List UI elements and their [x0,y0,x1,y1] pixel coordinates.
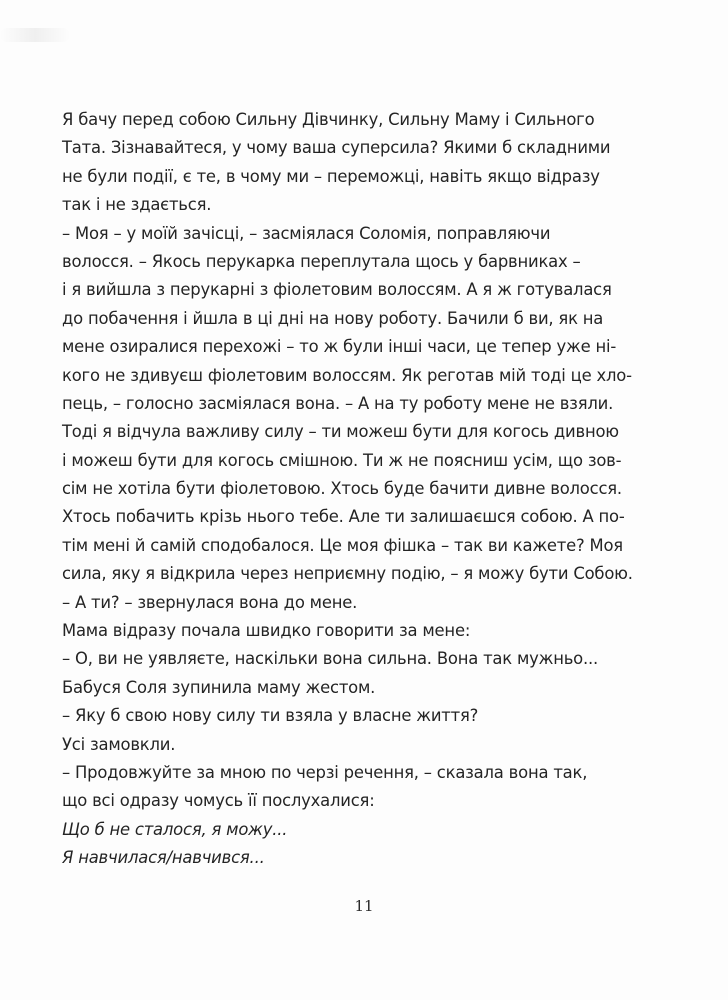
text-line: сім не хотіла бути фіолетовою. Хтось буде бачити дивне волосся. [62,479,622,499]
text-line: і я вийшла з перукарні з фіолетовим волоссям. А я ж готувалася [62,280,612,300]
page-smudge [0,28,70,42]
page-number: 11 [354,897,374,915]
text-line: Усі замовкли. [62,734,176,754]
text-line: – Продовжуйте за мною по черзі речення, – сказала вона так, [62,762,588,782]
text-line: – О, ви не уявляєте, наскільки вона сильна. Вона так мужньо... [62,649,599,669]
text-line: і можеш бути для когось смішною. Ти ж не поясниш усім, що зов- [62,450,622,470]
text-line: до побачення і йшла в ці дні на нову роботу. Бачили б ви, як на [62,308,604,328]
text-line: – Моя – у моїй зачісці, – засміялася Соломія, поправляючи [62,223,551,243]
body-text [62,106,672,873]
text-line: Тоді я відчула важливу силу – ти можеш бути для когось дивною [62,422,619,442]
text-line: – А ти? – звернулася вона до мене. [62,592,358,612]
text-line: що всі одразу чомусь її послухалися: [62,791,375,811]
text-line: сила, яку я відкрила через неприємну подію, – я можу бути Собою. [62,564,633,584]
text-line: пець, – голосно засміялася вона. – А на ту роботу мене не взяли. [62,393,614,413]
text-line: тім мені й самій сподобалося. Це моя фішка – так ви кажете? Моя [62,535,623,555]
text-line: волосся. – Якось перукарка переплутала щось у барвниках – [62,251,581,271]
text-line: Я бачу перед собою Сильну Дівчинку, Сильну Маму і Сильного [62,110,595,129]
text-line: так і не здається. [62,195,212,215]
italic-prompt-line: Що б не сталося, я можу... [62,819,288,839]
italic-prompt-line: Я навчилася/навчився... [62,848,265,868]
text-line: Хтось побачить крізь нього тебе. Але ти залишаєшся собою. А по- [62,507,625,527]
text-line: мене озиралися перехожі – то ж були інші часи, це тепер уже ні- [62,337,617,357]
text-line: Тата. Зізнавайтеся, у чому ваша суперсила? Якими б складними [62,138,611,158]
text-line: не були події, є те, в чому ми – переможці, навіть якщо відразу [62,166,600,186]
text-line: Бабуся Соля зупинила маму жестом. [62,677,376,697]
text-line: кого не здивуєш фіолетовим волоссям. Як реготав мій тоді це хло- [62,365,632,385]
text-line: – Яку б свою нову силу ти взяла у власне життя? [62,706,479,726]
text-line: Мама відразу почала швидко говорити за мене: [62,621,471,641]
